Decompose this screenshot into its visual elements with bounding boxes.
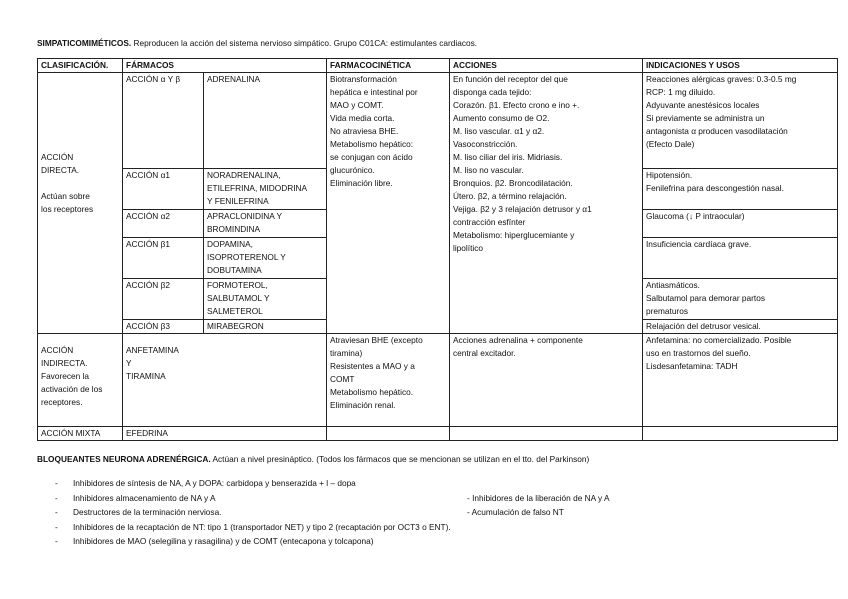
drug-cell: ADRENALINA [204, 73, 327, 169]
uses-cell: Hipotensión. Fenilefrina para descongestión nasal. [643, 169, 838, 210]
heading-text: Reproducen la acción del sistema nervioso simpático. Grupo C01CA: estimulantes cardiacos. [131, 38, 478, 48]
list-item: - Inhibidores de síntesis de NA, A y DOPA: carbidopa y benserazida + l – dopa [55, 478, 356, 488]
receptor-cell: ACCIÓN α1 [123, 169, 204, 210]
drug-cell: MIRABEGRON [204, 320, 327, 334]
table-row [38, 334, 838, 427]
list-item: - Destructores de la terminación nerviosa. - Acumulación de falso NT [55, 507, 564, 517]
heading-text: Actúan a nivel presináptico. (Todos los fármacos que se mencionan se utilizan en el tto. del Parkinson) [210, 454, 590, 464]
uses-cell: Reacciones alérgicas graves: 0.3-0.5 mg RCP: 1 mg diluido. Adyuvante anestésicos locales Si previamente se administra un antagonista α producen vasodilatación (Efecto Dale) [643, 73, 838, 169]
pharmacokinetics-indirect: Atraviesan BHE (excepto tiramina) Resistentes a MAO y a COMT Metabolismo hepático. Eliminación renal. [327, 334, 450, 427]
list-item: - Inhibidores almacenamiento de NA y A - Inhibidores de la liberación de NA y A [55, 492, 610, 503]
table-header-row [38, 59, 838, 73]
table-row [38, 73, 838, 169]
list-item: - Inhibidores de MAO (selegilina y rasagilina) y de COMT (entecapona y tolcapona) [55, 536, 374, 546]
classification-indirect: ACCIÓN INDIRECTA. Favorecen la activación de los receptores. [38, 334, 123, 427]
drug-cell: DOPAMINA, ISOPROTERENOL Y DOBUTAMINA [204, 238, 327, 279]
uses-cell: Insuficiencia cardíaca grave. [643, 238, 838, 279]
receptor-cell: ACCIÓN α2 [123, 210, 204, 238]
uses-indirect: Anfetamina: no comercializado. Posible uso en trastornos del sueño. Lisdesanfetamina: TADH [643, 334, 838, 427]
uses-cell: Relajación del detrusor vesical. [643, 320, 838, 334]
header-uses: INDICACIONES Y USOS [643, 59, 838, 73]
drug-cell: FORMOTEROL, SALBUTAMOL Y SALMETEROL [204, 279, 327, 320]
empty-cell [643, 427, 838, 441]
receptor-cell: ACCIÓN β2 [123, 279, 204, 320]
table-row [38, 427, 838, 441]
header-classification: CLASIFICACIÓN. [38, 59, 123, 73]
heading-title: SIMPATICOMIMÉTICOS. [37, 38, 132, 48]
list-item: - Inhibidores de la recaptación de NT: tipo 1 (transportador NET) y tipo 2 (recaptación por OCT3 o ENT). [55, 521, 451, 532]
drugs-indirect: ANFETAMINA Y TIRAMINA [123, 334, 327, 427]
header-drugs: FÁRMACOS [123, 59, 327, 73]
actions-indirect: Acciones adrenalina + componente central excitador. [450, 334, 643, 427]
drug-cell: APRACLONIDINA Y BROMINDINA [204, 210, 327, 238]
header-actions: ACCIONES [450, 59, 643, 73]
empty-cell [450, 427, 643, 441]
pharmacokinetics-direct: Biotransformación hepática e intestinal por MAO y COMT. Vida media corta. No atraviesa BHE. Metabolismo hepático: se conjugan con ácido glucurónico. Eliminación libre. [327, 73, 450, 334]
header-pharmacokinetics: FARMACOCINÉTICA [327, 59, 450, 73]
uses-cell: Antiasmáticos. Salbutamol para demorar partos prematuros [643, 279, 838, 320]
actions-direct: En función del receptor del que disponga cada tejido: Corazón. β1. Efecto crono e ino +. Aumento consumo de O2. M. liso vascular. α1 y α2. Vasoconstricción. M. liso ciliar del iris. Midriasis. M. liso no vascular. Bronquios. β2. Broncodilatación. Útero. β2, a término relajación. Vejiga. β2 y 3 relajación detrusor y α1 contracción esfínter Metabolismo: hiperglucemiante y lipolítico [450, 73, 643, 334]
section-heading-adrenergic-blockers [37, 453, 589, 466]
empty-cell [327, 427, 450, 441]
classification-mixed: ACCIÓN MIXTA [38, 427, 123, 441]
blockers-list [55, 477, 835, 550]
receptor-cell: ACCIÓN β3 [123, 320, 204, 334]
heading-title: BLOQUEANTES NEURONA ADRENÉRGICA. [37, 454, 211, 464]
drug-cell: NORADRENALINA, ETILEFRINA, MIDODRINA Y FENILEFRINA [204, 169, 327, 210]
classification-direct: ACCIÓN DIRECTA. Actúan sobre los receptores [38, 73, 123, 334]
receptor-cell: ACCIÓN β1 [123, 238, 204, 279]
section-heading-sympathomimetics [37, 37, 477, 50]
sympathomimetics-table [37, 58, 838, 441]
drug-mixed: EFEDRINA [123, 427, 327, 441]
receptor-cell: ACCIÓN α Y β [123, 73, 204, 169]
uses-cell: Glaucoma (↓ P intraocular) [643, 210, 838, 238]
